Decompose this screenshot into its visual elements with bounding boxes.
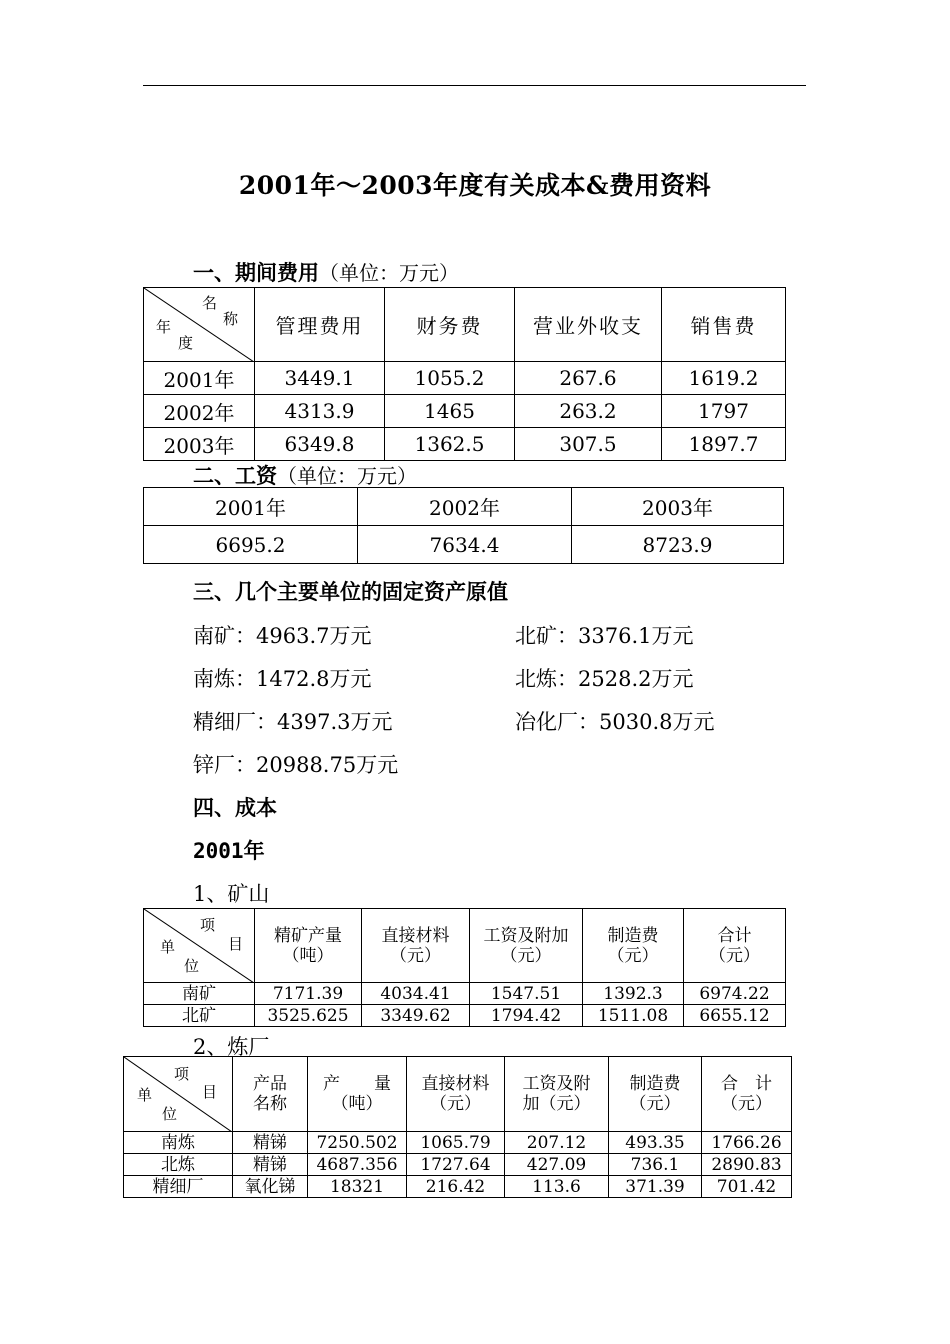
table-row — [144, 428, 786, 461]
section1-title: 一、期间费用 — [193, 261, 319, 285]
row-year: 2003年 — [144, 428, 255, 461]
section4-year: 2001年 — [193, 839, 265, 863]
table-cell: 7634.4 — [358, 526, 572, 564]
mine-title: 1、矿山 — [193, 882, 270, 906]
corner-label-right: 目 — [228, 935, 244, 953]
corner-label-left: 单 — [137, 1086, 153, 1104]
table-cell: 6349.8 — [255, 428, 385, 461]
table-cell: 1797 — [662, 395, 786, 428]
table-corner-cell — [144, 288, 255, 362]
corner-label-top: 项 — [174, 1065, 190, 1083]
table-cell: 267.6 — [515, 362, 662, 395]
table-cell: 6655.12 — [684, 1005, 786, 1027]
table-cell: 1065.79 — [407, 1132, 505, 1154]
asset-item: 南炼：1472.8万元 — [193, 667, 372, 691]
table-cell: 3449.1 — [255, 362, 385, 395]
smelter-title: 2、炼厂 — [193, 1035, 270, 1059]
asset-item: 冶化厂：5030.8万元 — [515, 710, 715, 734]
table-cell: 1511.08 — [583, 1005, 684, 1027]
section1-heading — [193, 257, 459, 287]
table-cell: 736.1 — [609, 1154, 702, 1176]
table-cell: 1392.3 — [583, 983, 684, 1005]
table-row — [144, 983, 786, 1005]
corner-label-right: 称 — [223, 310, 239, 328]
table-corner-cell — [144, 909, 255, 983]
table-cell: 113.6 — [505, 1176, 609, 1198]
column-header: 管理费用 — [255, 288, 385, 362]
corner-label-left: 年 — [156, 318, 172, 336]
section1-unit: （单位：万元） — [319, 261, 459, 285]
smelter-cost-table — [123, 1056, 792, 1198]
column-header: 精矿产量 （吨） — [255, 909, 362, 983]
table-cell: 701.42 — [702, 1176, 792, 1198]
section2-heading — [193, 460, 417, 490]
asset-item: 北炼：2528.2万元 — [515, 667, 694, 691]
column-header: 工资及附加 （元） — [470, 909, 583, 983]
table-cell: 精锑 — [233, 1132, 308, 1154]
corner-label-bottom: 位 — [162, 1105, 178, 1123]
column-header: 合计 （元） — [684, 909, 786, 983]
asset-item: 锌厂：20988.75万元 — [193, 753, 399, 777]
section3-heading: 三、几个主要单位的固定资产原值 — [193, 580, 508, 604]
asset-item: 精细厂：4397.3万元 — [193, 710, 393, 734]
table-cell: 3525.625 — [255, 1005, 362, 1027]
table-cell: 1547.51 — [470, 983, 583, 1005]
table-cell: 4034.41 — [362, 983, 470, 1005]
table-cell: 1362.5 — [385, 428, 515, 461]
section2-title: 二、工资 — [193, 464, 277, 488]
table-cell: 1727.64 — [407, 1154, 505, 1176]
table-row — [124, 1132, 792, 1154]
table-cell: 6974.22 — [684, 983, 786, 1005]
table-cell: 1619.2 — [662, 362, 786, 395]
table-cell: 427.09 — [505, 1154, 609, 1176]
table-cell: 8723.9 — [572, 526, 784, 564]
row-unit: 南炼 — [124, 1132, 233, 1154]
corner-label-bottom: 度 — [178, 334, 194, 352]
table-cell: 263.2 — [515, 395, 662, 428]
table-cell: 精锑 — [233, 1154, 308, 1176]
column-header: 2001年 — [144, 488, 358, 526]
column-header: 直接材料 （元） — [362, 909, 470, 983]
corner-label-bottom: 位 — [184, 957, 200, 975]
table-cell: 1897.7 — [662, 428, 786, 461]
table-cell: 493.35 — [609, 1132, 702, 1154]
corner-label-top: 名 — [202, 294, 218, 312]
asset-item: 南矿：4963.7万元 — [193, 624, 372, 648]
row-unit: 北炼 — [124, 1154, 233, 1176]
row-unit: 北矿 — [144, 1005, 255, 1027]
document-title: 2001年～2003年度有关成本&费用资料 — [238, 171, 712, 200]
row-year: 2001年 — [144, 362, 255, 395]
table-cell: 18321 — [308, 1176, 407, 1198]
section4-heading: 四、成本 — [193, 796, 277, 820]
period-expense-table — [143, 287, 786, 461]
table-cell: 7171.39 — [255, 983, 362, 1005]
table-row — [124, 1176, 792, 1198]
asset-item: 北矿：3376.1万元 — [515, 624, 694, 648]
table-cell: 207.12 — [505, 1132, 609, 1154]
table-cell: 1055.2 — [385, 362, 515, 395]
column-header: 产品 名称 — [233, 1057, 308, 1132]
table-cell: 1465 — [385, 395, 515, 428]
table-cell: 307.5 — [515, 428, 662, 461]
column-header: 产 量 （吨） — [308, 1057, 407, 1132]
column-header: 工资及附 加（元） — [505, 1057, 609, 1132]
wage-table — [143, 487, 784, 564]
table-cell: 371.39 — [609, 1176, 702, 1198]
corner-label-right: 目 — [202, 1083, 218, 1101]
table-cell: 2890.83 — [702, 1154, 792, 1176]
table-cell: 1794.42 — [470, 1005, 583, 1027]
column-header: 合 计 （元） — [702, 1057, 792, 1132]
column-header: 销售费 — [662, 288, 786, 362]
corner-label-top: 项 — [200, 916, 216, 934]
mine-cost-table — [143, 908, 786, 1027]
table-cell: 7250.502 — [308, 1132, 407, 1154]
column-header: 直接材料 （元） — [407, 1057, 505, 1132]
table-cell: 3349.62 — [362, 1005, 470, 1027]
section2-unit: （单位：万元） — [277, 464, 417, 488]
corner-label-left: 单 — [160, 938, 176, 956]
table-corner-cell — [124, 1057, 233, 1132]
table-row — [144, 362, 786, 395]
table-cell: 1766.26 — [702, 1132, 792, 1154]
column-header: 制造费 （元） — [583, 909, 684, 983]
column-header: 2002年 — [358, 488, 572, 526]
table-row — [124, 1154, 792, 1176]
column-header: 营业外收支 — [515, 288, 662, 362]
row-unit: 南矿 — [144, 983, 255, 1005]
row-unit: 精细厂 — [124, 1176, 233, 1198]
row-year: 2002年 — [144, 395, 255, 428]
column-header: 制造费 （元） — [609, 1057, 702, 1132]
table-row — [144, 1005, 786, 1027]
table-cell: 氧化锑 — [233, 1176, 308, 1198]
column-header: 2003年 — [572, 488, 784, 526]
table-cell: 216.42 — [407, 1176, 505, 1198]
table-row — [144, 395, 786, 428]
header-rule — [143, 85, 806, 86]
table-cell: 4687.356 — [308, 1154, 407, 1176]
table-row — [144, 526, 784, 564]
column-header: 财务费 — [385, 288, 515, 362]
table-cell: 6695.2 — [144, 526, 358, 564]
table-cell: 4313.9 — [255, 395, 385, 428]
